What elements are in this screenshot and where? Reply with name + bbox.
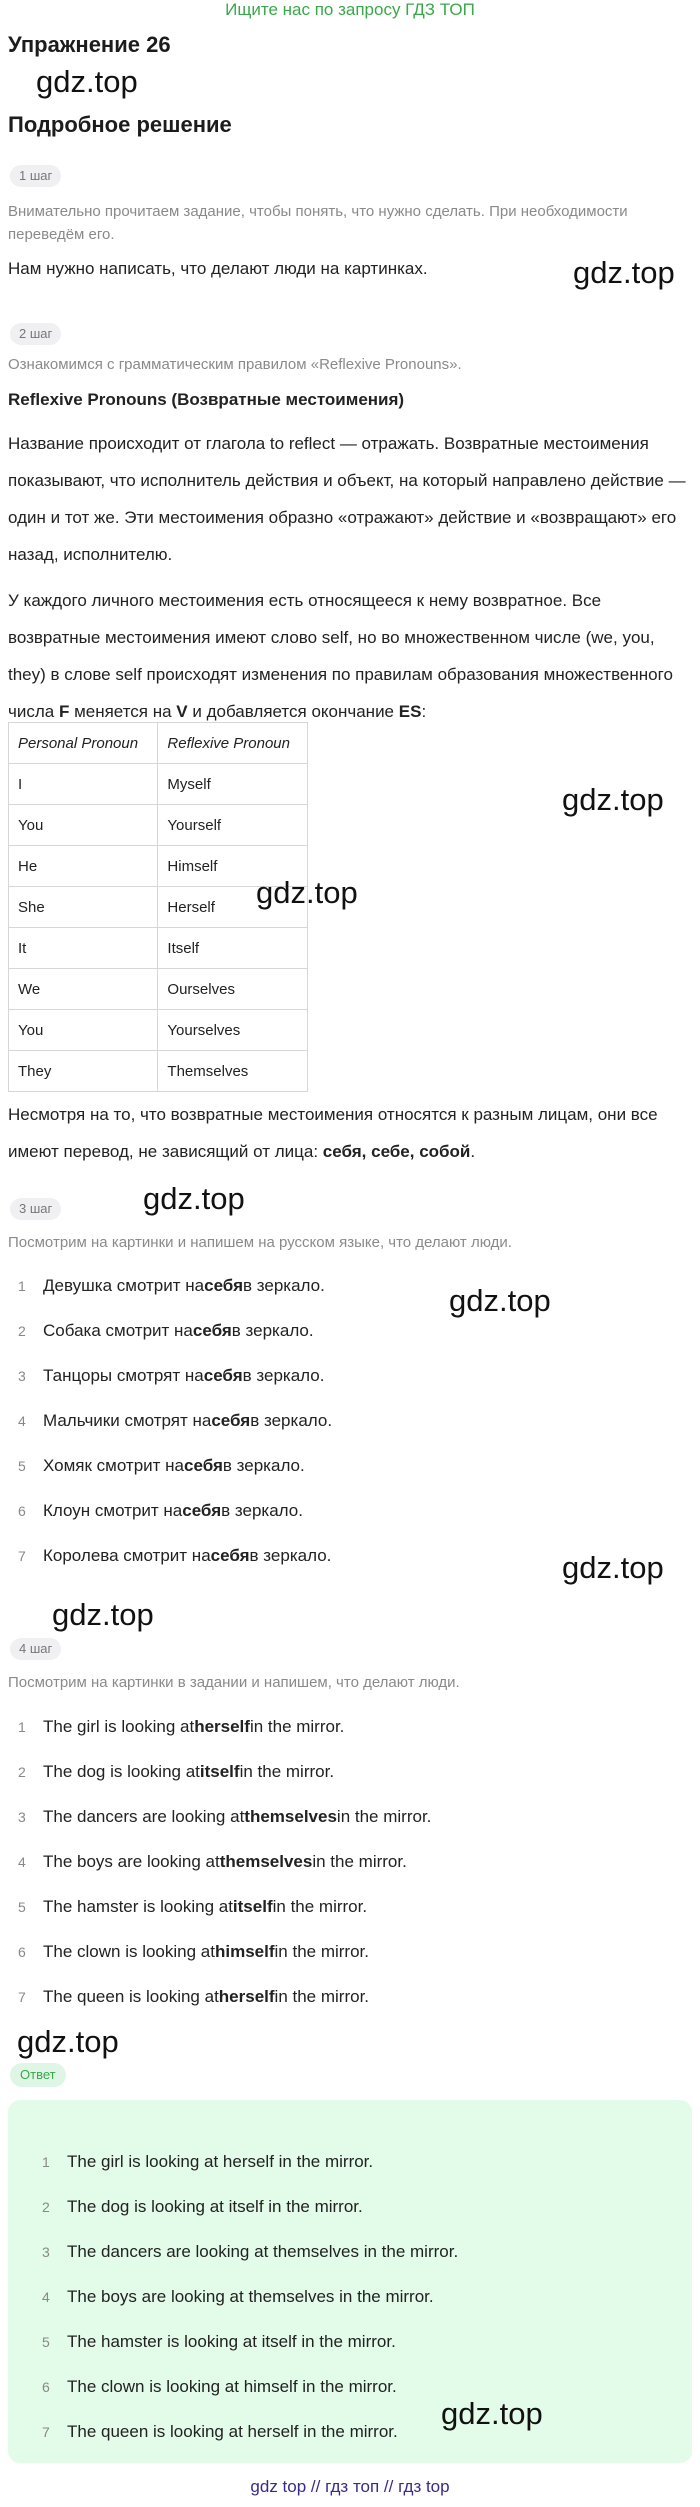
table-row <box>9 805 308 846</box>
rule-paragraph-3: Несмотря на то, что возвратные местоимения относятся к разным лицам, они все имеют перевод, не зависящий от лица: себя, себе, собой. <box>8 1105 658 1161</box>
step-3-hint: Посмотрим на картинки и напишем на русском языке, что делают люди. <box>8 1234 512 1251</box>
step-2-badge: 2 шаг <box>10 323 61 345</box>
page-title: Упражнение 26 <box>8 32 171 57</box>
step-1-hint: Внимательно прочитаем задание, чтобы понять, что нужно сделать. При необходимости переведём его. <box>8 203 628 243</box>
watermark: gdz.top <box>17 2024 119 2059</box>
table-cell: I <box>9 764 158 805</box>
watermark: gdz.top <box>562 782 664 817</box>
rule-title: Reflexive Pronouns (Возвратные местоимения) <box>8 390 405 409</box>
answer-item: 4 The boys are looking at themselves in the mirror. <box>42 2286 434 2306</box>
table-cell: It <box>9 928 158 969</box>
top-banner[interactable]: Ищите нас по запросу ГДЗ ТОП <box>225 0 475 19</box>
watermark: gdz.top <box>52 1597 154 1632</box>
answer-badge: Ответ <box>10 2063 66 2087</box>
table-cell: Yourselves <box>158 1010 308 1051</box>
rule-paragraph-2: У каждого личного местоимения есть относящееся к нему возвратное. Все возвратные местоимения имеют слово self, но во множественном числе (we, you, they) в слове self происходят изменения по правилам образования множественного числа F меняется на V и добавляется окончание ES: <box>8 591 673 721</box>
step-1-badge: 1 шаг <box>10 165 61 187</box>
watermark: gdz.top <box>256 875 358 910</box>
answer-item: 2 The dog is looking at itself in the mirror. <box>42 2196 363 2216</box>
table-cell: Myself <box>158 764 308 805</box>
list-item: 6 Клоун смотрит на себя в зеркало. <box>18 1500 303 1520</box>
table-row <box>9 1010 308 1051</box>
table-cell: She <box>9 887 158 928</box>
table-cell: Ourselves <box>158 969 308 1010</box>
watermark: gdz.top <box>36 64 138 99</box>
table-cell: Herself <box>158 887 308 928</box>
watermark: gdz.top <box>573 255 675 290</box>
table-row <box>9 1051 308 1092</box>
watermark: gdz.top <box>441 2396 543 2431</box>
table-cell: Themselves <box>158 1051 308 1092</box>
list-item: 2 The dog is looking at itself in the mirror. <box>18 1761 335 1781</box>
step-1-text: Нам нужно написать, что делают люди на картинках. <box>8 259 428 278</box>
table-cell: You <box>9 1010 158 1051</box>
table-header: Reflexive Pronoun <box>158 723 308 764</box>
table-row <box>9 928 308 969</box>
table-header-row <box>9 723 308 764</box>
watermark: gdz.top <box>143 1181 245 1216</box>
table-row <box>9 764 308 805</box>
table-cell: He <box>9 846 158 887</box>
list-item: 5 The hamster is looking at itself in the mirror. <box>18 1896 368 1916</box>
step-4-badge: 4 шаг <box>10 1638 61 1660</box>
watermark: gdz.top <box>562 1550 664 1585</box>
step-4-hint: Посмотрим на картинки в задании и напишем, что делают люди. <box>8 1674 460 1691</box>
list-item: 6 The clown is looking at himself in the mirror. <box>18 1941 369 1961</box>
answer-item: 7 The queen is looking at herself in the mirror. <box>42 2421 398 2441</box>
list-item: 7 Королева смотрит на себя в зеркало. <box>18 1545 332 1565</box>
list-item: 2 Собака смотрит на себя в зеркало. <box>18 1320 314 1340</box>
list-item: 3 Танцоры смотрят на себя в зеркало. <box>18 1365 325 1385</box>
list-item: 1 The girl is looking at herself in the mirror. <box>18 1716 345 1736</box>
table-cell: Himself <box>158 846 308 887</box>
list-item: 5 Хомяк смотрит на себя в зеркало. <box>18 1455 305 1475</box>
answer-item: 6 The clown is looking at himself in the mirror. <box>42 2376 397 2396</box>
footer-links[interactable]: gdz top // гдз топ // гдз top <box>250 2477 450 2496</box>
rule-paragraph-1: Название происходит от глагола to reflect — отражать. Возвратные местоимения показывают, что исполнитель действия и объект, на который направлено действие — один и тот же. Эти местоимения образно «отражают» действие и «возвращают» его назад, исполнителю. <box>8 434 686 564</box>
section-title: Подробное решение <box>8 112 232 137</box>
answer-item: 1 The girl is looking at herself in the mirror. <box>42 2151 374 2171</box>
table-cell: Yourself <box>158 805 308 846</box>
table-header: Personal Pronoun <box>9 723 158 764</box>
list-item: 3 The dancers are looking at themselves in the mirror. <box>18 1806 432 1826</box>
step-2-hint: Ознакомимся с грамматическим правилом «Reflexive Pronouns». <box>8 356 462 373</box>
list-item: 7 The queen is looking at herself in the mirror. <box>18 1986 370 2006</box>
answer-item: 5 The hamster is looking at itself in the mirror. <box>42 2331 396 2351</box>
list-item: 4 Мальчики смотрят на себя в зеркало. <box>18 1410 333 1430</box>
table-cell: Itself <box>158 928 308 969</box>
table-row <box>9 969 308 1010</box>
watermark: gdz.top <box>449 1283 551 1318</box>
list-item: 1 Девушка смотрит на себя в зеркало. <box>18 1275 325 1295</box>
answer-item: 3 The dancers are looking at themselves in the mirror. <box>42 2241 459 2261</box>
step-3-badge: 3 шаг <box>10 1198 61 1220</box>
table-cell: We <box>9 969 158 1010</box>
table-cell: They <box>9 1051 158 1092</box>
table-cell: You <box>9 805 158 846</box>
list-item: 4 The boys are looking at themselves in the mirror. <box>18 1851 407 1871</box>
